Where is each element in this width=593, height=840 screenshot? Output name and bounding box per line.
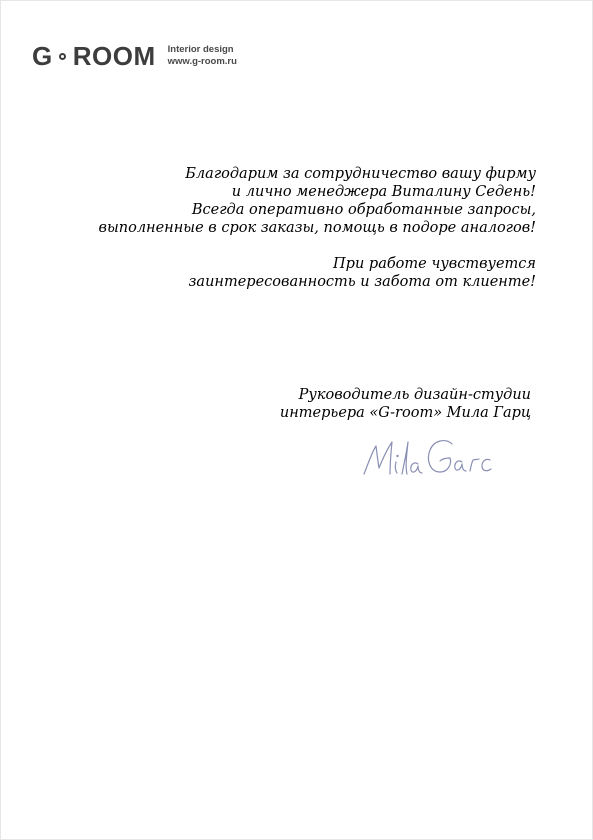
letter-line: заинтересованность и забота от клиенте!	[188, 274, 536, 290]
letter-line: выполненные в срок заказы, помощь в подоре аналогов!	[98, 220, 536, 236]
logo-tagline-text: Interior design	[167, 44, 234, 55]
letter-line: Благодарим за сотрудничество вашу фирму	[185, 166, 536, 182]
logo-tagline	[168, 44, 237, 68]
signatory-name: интерьера «G-room» Мила Гарц	[279, 405, 531, 421]
letter-line: и лично менеджера Виталину Седень!	[231, 184, 536, 200]
logo-wordmark	[32, 43, 156, 69]
paragraph-gap	[99, 237, 537, 255]
logo-dot-icon	[59, 53, 66, 60]
handwritten-signature	[360, 428, 520, 488]
signatory-title: Руководитель дизайн-студии	[298, 387, 531, 403]
logo-word-room: ROOM	[72, 41, 156, 71]
company-logo	[32, 42, 237, 70]
letter-line: При работе чувствуется	[333, 256, 536, 272]
letter-body	[99, 165, 537, 291]
signatory-block	[280, 386, 531, 422]
logo-website: www.g-room.ru	[167, 56, 237, 67]
logo-letter-g: G	[32, 41, 53, 71]
letter-line: Всегда оперативно обработанные запросы,	[191, 202, 536, 218]
